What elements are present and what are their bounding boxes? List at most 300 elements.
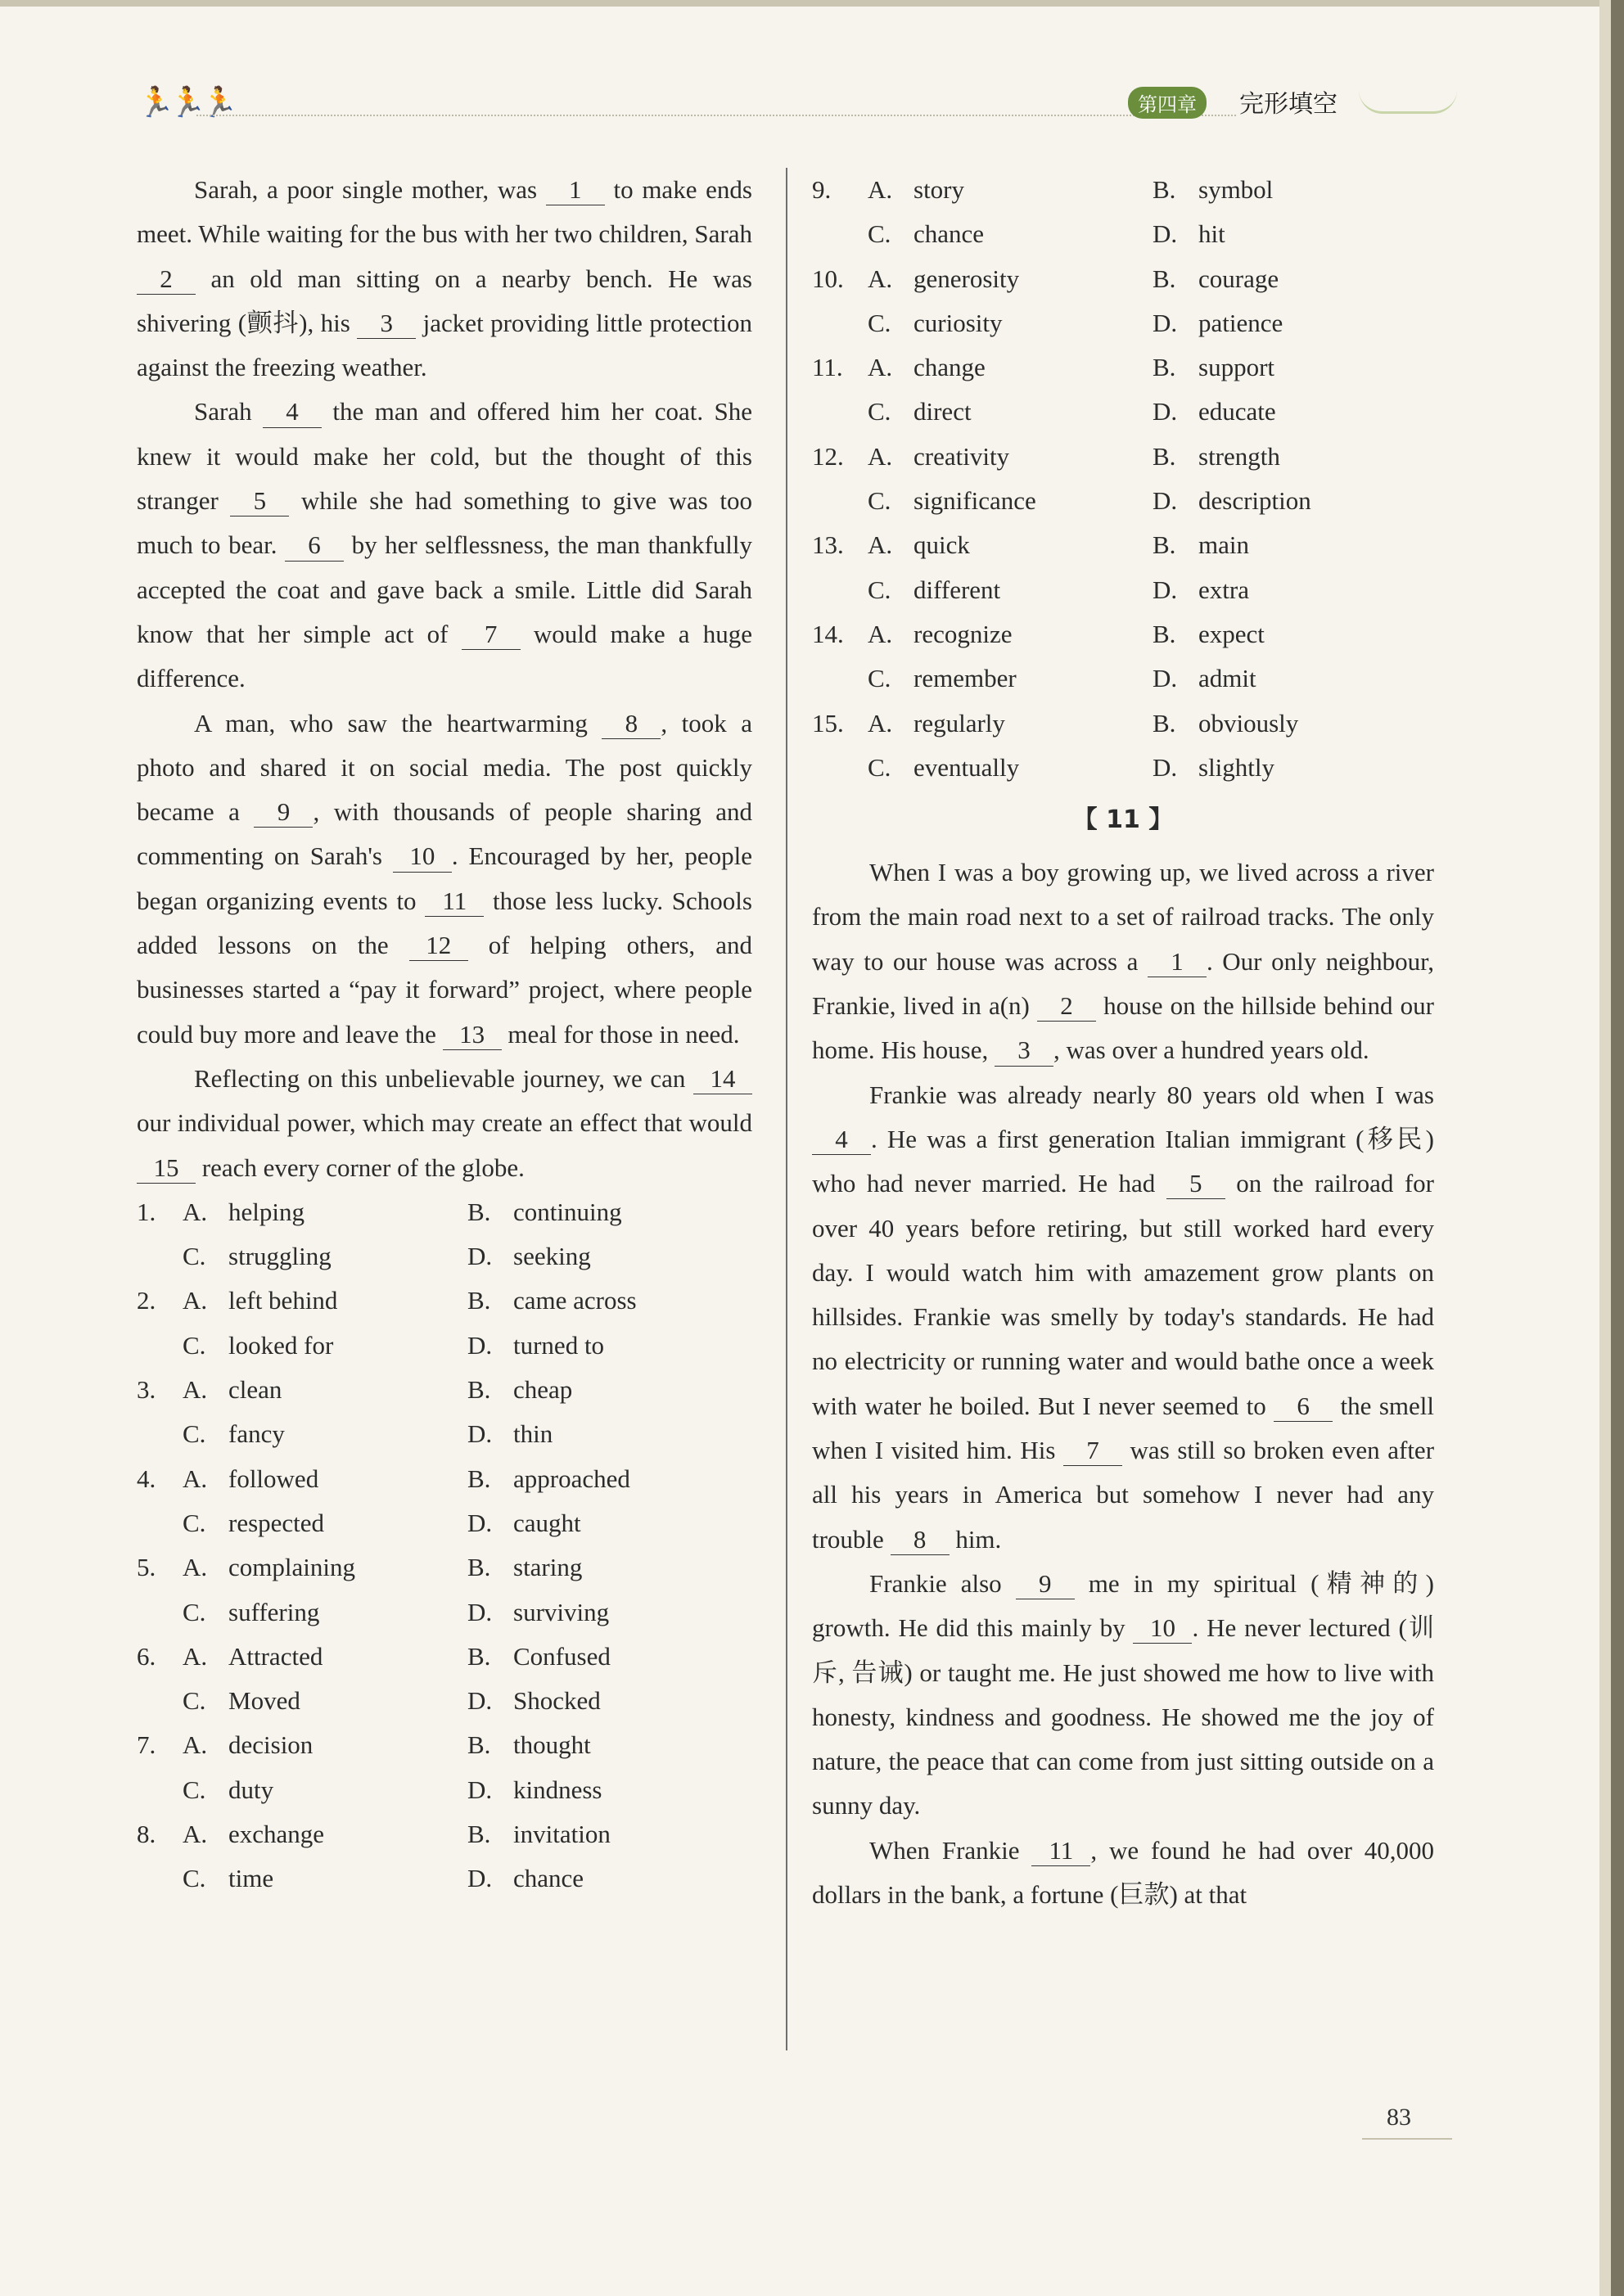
option-text: obviously	[1198, 708, 1299, 738]
option-choice[interactable]	[467, 1501, 581, 1545]
passage-text: while she had something to give was too much to bear.	[137, 486, 752, 560]
answer-blank[interactable]: 12	[409, 930, 468, 961]
option-choice[interactable]	[1153, 435, 1280, 479]
passage-text: our individual power, which may create an effect that would	[137, 1108, 752, 1138]
passage-text: When I was a boy growing up, we lived across a river from the main road next to a set of railroad tracks. The only way to our house was across a	[812, 858, 1434, 976]
option-text: staring	[513, 1553, 583, 1582]
option-letter: D.	[1153, 664, 1178, 693]
option-letter: A.	[183, 1464, 208, 1493]
option-letter: C.	[868, 752, 891, 782]
option-text: thin	[513, 1419, 553, 1449]
passage-text: meal for those in need.	[501, 1019, 740, 1049]
passage-text: , with thousands of people sharing and commenting on Sarah's	[137, 797, 752, 871]
option-text: Attracted	[228, 1641, 323, 1671]
option-letter: D.	[467, 1508, 493, 1537]
option-row	[137, 1234, 752, 1279]
option-letter: A.	[868, 175, 893, 204]
option-choice[interactable]	[1153, 345, 1274, 390]
passage-text: , was over a hundred years old.	[1053, 1035, 1369, 1065]
option-letter: A.	[183, 1819, 208, 1848]
answer-blank[interactable]: 4	[812, 1124, 871, 1155]
option-letter: B.	[1153, 353, 1176, 382]
option-choice[interactable]	[183, 1324, 467, 1368]
option-letter: B.	[467, 1375, 491, 1405]
option-letter: D.	[467, 1419, 493, 1449]
option-choice[interactable]	[1153, 568, 1249, 612]
option-row	[812, 301, 1434, 345]
option-choice[interactable]	[467, 1590, 609, 1635]
option-letter: C.	[183, 1330, 206, 1360]
option-row	[137, 1856, 752, 1901]
option-choice[interactable]	[868, 523, 1153, 567]
passage-text: reach every corner of the globe.	[196, 1153, 525, 1182]
option-letter: B.	[467, 1641, 491, 1671]
passage-text: When Frankie	[869, 1835, 1032, 1865]
option-letter: A.	[868, 708, 893, 738]
question-number: 15.	[812, 708, 844, 738]
paragraph	[137, 1057, 752, 1190]
option-text: struggling	[228, 1242, 332, 1271]
option-letter: A.	[183, 1197, 208, 1226]
option-row	[137, 1368, 752, 1412]
option-text: creativity	[914, 441, 1010, 471]
option-text: invitation	[513, 1819, 611, 1848]
answer-blank[interactable]: 5	[1166, 1168, 1225, 1199]
option-letter: B.	[467, 1464, 491, 1493]
page-right-margin	[1599, 0, 1611, 2296]
option-letter: D.	[1153, 397, 1178, 426]
option-text: complaining	[228, 1553, 355, 1582]
option-choice[interactable]	[1153, 212, 1225, 256]
option-row	[812, 656, 1434, 701]
option-row	[137, 1279, 752, 1323]
question-number: 3.	[137, 1375, 156, 1405]
option-text: chance	[513, 1864, 584, 1893]
answer-blank[interactable]: 3	[357, 308, 416, 339]
option-choice[interactable]	[868, 212, 1153, 256]
option-letter: A.	[183, 1553, 208, 1582]
option-choice[interactable]	[467, 1324, 604, 1368]
option-choice[interactable]	[183, 1545, 467, 1590]
option-choice[interactable]	[868, 568, 1153, 612]
option-text: exchange	[228, 1819, 325, 1848]
option-letter: D.	[1153, 752, 1178, 782]
option-text: change	[914, 353, 986, 382]
leaf-decoration-icon	[1359, 90, 1457, 114]
section-title: 【 11 】	[1072, 805, 1174, 835]
option-letter: D.	[467, 1330, 493, 1360]
passage-text: A man, who saw the heartwarming	[194, 708, 602, 738]
passage-text: the smell when I visited him. His	[812, 1391, 1434, 1465]
option-text: admit	[1198, 664, 1256, 693]
answer-blank[interactable]: 7	[1063, 1435, 1122, 1466]
question-number: 12.	[812, 441, 844, 471]
option-text: approached	[513, 1464, 630, 1493]
option-choice[interactable]	[868, 301, 1153, 345]
option-text: eventually	[914, 752, 1020, 782]
passage-text: an old man sitting on a nearby bench. He was shivering (颤抖), his	[137, 264, 752, 337]
answer-blank[interactable]: 10	[1133, 1613, 1192, 1644]
option-choice[interactable]	[1153, 523, 1249, 567]
option-text: slightly	[1198, 752, 1275, 782]
option-choice[interactable]	[868, 656, 1153, 701]
option-choice[interactable]	[183, 1635, 467, 1679]
option-text: kindness	[513, 1775, 602, 1804]
passage-text: was still so broken even after all his years in America but somehow I never had any trouble	[812, 1436, 1435, 1554]
option-letter: B.	[1153, 530, 1176, 560]
option-row	[137, 1501, 752, 1545]
option-row	[812, 390, 1434, 434]
answer-blank[interactable]: 6	[285, 530, 344, 561]
option-letter: C.	[183, 1597, 206, 1626]
option-text: came across	[513, 1286, 637, 1315]
passage-text: Reflecting on this unbelievable journey, we can	[194, 1063, 693, 1093]
option-letter: C.	[183, 1419, 206, 1449]
options-list-left	[137, 1190, 752, 1901]
option-text: respected	[228, 1508, 325, 1537]
option-letter: D.	[467, 1864, 493, 1893]
question-number: 14.	[812, 619, 844, 648]
option-choice[interactable]	[1153, 301, 1283, 345]
page-header	[131, 79, 1441, 128]
answer-blank[interactable]: 8	[891, 1524, 950, 1555]
option-letter: B.	[1153, 441, 1176, 471]
question-number: 10.	[812, 264, 844, 293]
option-text: courage	[1198, 264, 1279, 293]
passage-text: the man and offered him her coat. She knew it would make her cold, but the thought of this stranger	[137, 397, 752, 516]
option-choice[interactable]	[183, 1812, 467, 1856]
option-choice[interactable]	[467, 1679, 601, 1723]
option-choice[interactable]	[868, 746, 1153, 790]
passage-text: house on the hillside behind our home. His house,	[812, 991, 1434, 1065]
chapter-badge: 第四章	[1128, 87, 1207, 119]
option-letter: C.	[868, 486, 891, 516]
question-number: 2.	[137, 1286, 156, 1315]
option-text: story	[914, 175, 964, 204]
question-number: 1.	[137, 1197, 156, 1226]
paragraph	[812, 1829, 1434, 1918]
page-binding-edge	[1611, 0, 1624, 2296]
option-choice[interactable]	[183, 1412, 467, 1456]
answer-blank[interactable]: 9	[254, 796, 313, 828]
option-text: helping	[228, 1197, 304, 1226]
option-choice[interactable]	[183, 1679, 467, 1723]
option-choice[interactable]	[183, 1501, 467, 1545]
option-letter: D.	[467, 1242, 493, 1271]
option-choice[interactable]	[183, 1723, 467, 1767]
option-letter: D.	[1153, 486, 1178, 516]
page-top-edge	[0, 0, 1624, 7]
option-text: strength	[1198, 441, 1280, 471]
option-row	[812, 523, 1434, 567]
option-row	[137, 1679, 752, 1723]
option-row	[812, 168, 1434, 212]
options-list-right	[812, 168, 1434, 790]
option-text: hit	[1198, 219, 1225, 249]
option-choice[interactable]	[1153, 612, 1265, 656]
page-number-decoration	[1362, 2138, 1452, 2140]
option-letter: A.	[868, 264, 893, 293]
passage-text: would make a huge difference.	[137, 619, 752, 693]
question-number: 7.	[137, 1730, 156, 1760]
option-choice[interactable]	[467, 1856, 584, 1901]
paragraph	[137, 168, 752, 390]
option-letter: D.	[467, 1686, 493, 1716]
answer-blank[interactable]: 7	[462, 619, 521, 650]
option-row	[137, 1545, 752, 1590]
question-number: 9.	[812, 175, 832, 204]
option-letter: A.	[183, 1286, 208, 1315]
option-choice[interactable]	[467, 1457, 630, 1501]
option-letter: A.	[868, 441, 893, 471]
option-choice[interactable]	[1153, 168, 1273, 212]
option-text: left behind	[228, 1286, 338, 1315]
option-text: main	[1198, 530, 1249, 560]
option-text: generosity	[914, 264, 1020, 293]
option-row	[137, 1190, 752, 1234]
answer-blank[interactable]: 14	[693, 1063, 752, 1094]
option-letter: C.	[868, 575, 891, 604]
question-number: 5.	[137, 1553, 156, 1582]
option-text: looked for	[228, 1330, 334, 1360]
option-choice[interactable]	[1153, 390, 1276, 434]
option-text: followed	[228, 1464, 319, 1493]
option-choice[interactable]	[868, 345, 1153, 390]
question-number: 13.	[812, 530, 844, 560]
option-text: seeking	[513, 1242, 591, 1271]
option-letter: A.	[183, 1641, 208, 1671]
option-text: surviving	[513, 1597, 610, 1626]
option-letter: C.	[868, 664, 891, 693]
passage-text: , took a photo and shared it on social media. The post quickly became a	[137, 708, 753, 827]
option-text: chance	[914, 219, 985, 249]
option-row	[812, 212, 1434, 256]
option-row	[137, 1324, 752, 1368]
option-letter: B.	[467, 1730, 491, 1760]
option-choice[interactable]	[183, 1368, 467, 1412]
option-choice[interactable]	[868, 701, 1153, 746]
option-choice[interactable]	[183, 1590, 467, 1635]
option-text: significance	[914, 486, 1036, 516]
option-text: symbol	[1198, 175, 1274, 204]
option-text: description	[1198, 486, 1311, 516]
option-choice[interactable]	[467, 1635, 611, 1679]
option-text: extra	[1198, 575, 1249, 604]
option-letter: A.	[183, 1730, 208, 1760]
option-choice[interactable]	[868, 435, 1153, 479]
option-choice[interactable]	[868, 479, 1153, 523]
option-letter: C.	[183, 1864, 206, 1893]
option-row	[137, 1768, 752, 1812]
option-letter: A.	[868, 353, 893, 382]
answer-blank[interactable]: 3	[995, 1035, 1053, 1066]
option-text: remember	[914, 664, 1017, 693]
option-row	[812, 435, 1434, 479]
option-row	[137, 1457, 752, 1501]
option-choice[interactable]	[1153, 257, 1279, 301]
passage-text: to make ends meet. While waiting for the bus with her two children, Sarah	[137, 175, 752, 249]
option-choice[interactable]	[467, 1234, 591, 1279]
option-row	[137, 1635, 752, 1679]
option-choice[interactable]	[183, 1190, 467, 1234]
option-text: curiosity	[914, 308, 1003, 337]
option-text: continuing	[513, 1197, 622, 1226]
option-letter: A.	[868, 530, 893, 560]
answer-blank[interactable]: 1	[1148, 946, 1207, 977]
page-number: 83	[1387, 2104, 1411, 2131]
option-letter: C.	[868, 308, 891, 337]
option-letter: A.	[183, 1375, 208, 1405]
answer-blank[interactable]: 2	[137, 264, 196, 295]
option-letter: B.	[467, 1819, 491, 1848]
option-text: recognize	[914, 619, 1013, 648]
option-letter: B.	[1153, 619, 1176, 648]
option-letter: B.	[467, 1553, 491, 1582]
option-text: fancy	[228, 1419, 285, 1449]
option-letter: C.	[183, 1508, 206, 1537]
answer-blank[interactable]: 9	[1016, 1568, 1075, 1599]
paragraph	[812, 1073, 1434, 1562]
left-column	[137, 168, 752, 1901]
option-text: time	[228, 1864, 274, 1893]
option-letter: D.	[1153, 575, 1178, 604]
passage-text: me in my spiritual (精神的) growth. He did this mainly by	[812, 1568, 1434, 1643]
paragraph	[137, 701, 752, 1057]
option-text: educate	[1198, 397, 1276, 426]
option-choice[interactable]	[1153, 479, 1311, 523]
answer-blank[interactable]: 15	[137, 1153, 196, 1184]
answer-blank[interactable]: 11	[425, 886, 484, 917]
option-row	[812, 345, 1434, 390]
option-choice[interactable]	[183, 1457, 467, 1501]
passage-text: on the railroad for over 40 years before retiring, but still worked hard every day. I would watch him with amazement grow plants on hillsides. Frankie was smelly by today's standards. He had no electricity or running water and would bathe once a week with water he boiled. But I never seemed to	[812, 1169, 1434, 1420]
option-choice[interactable]	[183, 1234, 467, 1279]
option-text: turned to	[513, 1330, 605, 1360]
chapter-title: 完形填空	[1239, 90, 1338, 119]
option-row	[812, 257, 1434, 301]
option-row	[812, 746, 1434, 790]
option-letter: C.	[183, 1686, 206, 1716]
option-row	[812, 479, 1434, 523]
answer-blank[interactable]: 8	[602, 708, 661, 739]
option-letter: D.	[467, 1597, 493, 1626]
option-row	[137, 1812, 752, 1856]
option-letter: C.	[183, 1775, 206, 1804]
option-text: regularly	[914, 708, 1005, 738]
option-text: quick	[914, 530, 970, 560]
passage-text: jacket providing little protection against the freezing weather.	[137, 308, 752, 382]
option-choice[interactable]	[467, 1768, 602, 1812]
option-text: thought	[513, 1730, 591, 1760]
option-letter: D.	[1153, 219, 1178, 249]
option-choice[interactable]	[183, 1279, 467, 1323]
runners-icon: 🏃🏃🏃	[138, 86, 233, 120]
option-choice[interactable]	[868, 390, 1153, 434]
column-divider	[786, 168, 787, 2050]
passage-text: him.	[949, 1524, 1002, 1554]
passage-frankie	[812, 850, 1434, 1917]
option-choice[interactable]	[1153, 746, 1274, 790]
answer-blank[interactable]: 11	[1031, 1835, 1090, 1866]
option-choice[interactable]	[467, 1190, 622, 1234]
answer-blank[interactable]: 2	[1037, 990, 1096, 1022]
answer-blank[interactable]: 6	[1274, 1391, 1333, 1422]
option-text: direct	[914, 397, 972, 426]
option-choice[interactable]	[1153, 701, 1298, 746]
option-text: caught	[513, 1508, 581, 1537]
option-choice[interactable]	[183, 1768, 467, 1812]
option-letter: B.	[1153, 708, 1176, 738]
option-letter: B.	[1153, 264, 1176, 293]
answer-blank[interactable]: 1	[546, 174, 605, 205]
option-choice[interactable]	[868, 612, 1153, 656]
option-letter: B.	[467, 1197, 491, 1226]
passage-text: those less lucky. Schools added lessons on the	[137, 886, 752, 960]
question-number: 4.	[137, 1464, 156, 1493]
option-row	[812, 612, 1434, 656]
passage-text: . Encouraged by her, people began organizing events to	[137, 841, 753, 915]
question-number: 6.	[137, 1641, 156, 1671]
option-letter: A.	[868, 619, 893, 648]
passage-text: Sarah, a poor single mother, was	[194, 175, 546, 204]
option-choice[interactable]	[868, 257, 1153, 301]
option-row	[137, 1723, 752, 1767]
option-choice[interactable]	[183, 1856, 467, 1901]
passage-text: , we found he had over 40,000 dollars in the bank, a fortune (巨款) at that	[812, 1835, 1434, 1909]
option-text: duty	[228, 1775, 274, 1804]
answer-blank[interactable]: 5	[230, 485, 289, 516]
option-text: Shocked	[513, 1686, 601, 1716]
passage-text: Sarah	[194, 397, 264, 426]
passage-text: by her selflessness, the man thankfully accepted the coat and gave back a smile. Little did Sarah know that her simple act of	[137, 530, 752, 648]
paragraph	[812, 1562, 1434, 1829]
passage-text: Frankie also	[869, 1568, 1016, 1598]
option-letter: B.	[467, 1286, 491, 1315]
option-text: different	[914, 575, 1001, 604]
option-letter: B.	[1153, 175, 1176, 204]
option-choice[interactable]	[467, 1279, 637, 1323]
option-text: cheap	[513, 1375, 573, 1405]
option-row	[137, 1590, 752, 1635]
passage-text: Frankie was already nearly 80 years old when I was	[869, 1080, 1434, 1109]
option-text: clean	[228, 1375, 282, 1405]
passage-sarah	[137, 168, 752, 1190]
option-letter: C.	[183, 1242, 206, 1271]
passage-text: of helping others, and businesses started a “pay it forward” project, where people could buy more and leave the	[137, 931, 752, 1049]
answer-blank[interactable]: 10	[393, 841, 452, 872]
option-text: patience	[1198, 308, 1283, 337]
option-choice[interactable]	[467, 1412, 553, 1456]
header-rule	[196, 115, 1236, 116]
option-choice[interactable]	[467, 1812, 611, 1856]
answer-blank[interactable]: 4	[263, 396, 322, 427]
option-text: expect	[1198, 619, 1265, 648]
answer-blank[interactable]: 13	[443, 1019, 502, 1050]
option-choice[interactable]	[1153, 656, 1256, 701]
option-choice[interactable]	[868, 168, 1153, 212]
right-column	[812, 168, 1434, 1917]
option-choice[interactable]	[467, 1723, 591, 1767]
option-choice[interactable]	[467, 1368, 572, 1412]
passage-text: . He was a first generation Italian immigrant (移民) who had never married. He had	[812, 1124, 1434, 1198]
option-row	[812, 568, 1434, 612]
option-row	[137, 1412, 752, 1456]
option-letter: D.	[467, 1775, 493, 1804]
option-choice[interactable]	[467, 1545, 582, 1590]
option-row	[812, 701, 1434, 746]
passage-text: . He never lectured (训斥, 告诫) or taught me. He just showed me how to live with honesty, kindness and goodness. He showed me the joy of nature, the peace that can come from just sitting outside on a sunny day.	[812, 1613, 1434, 1820]
paragraph	[812, 850, 1434, 1072]
